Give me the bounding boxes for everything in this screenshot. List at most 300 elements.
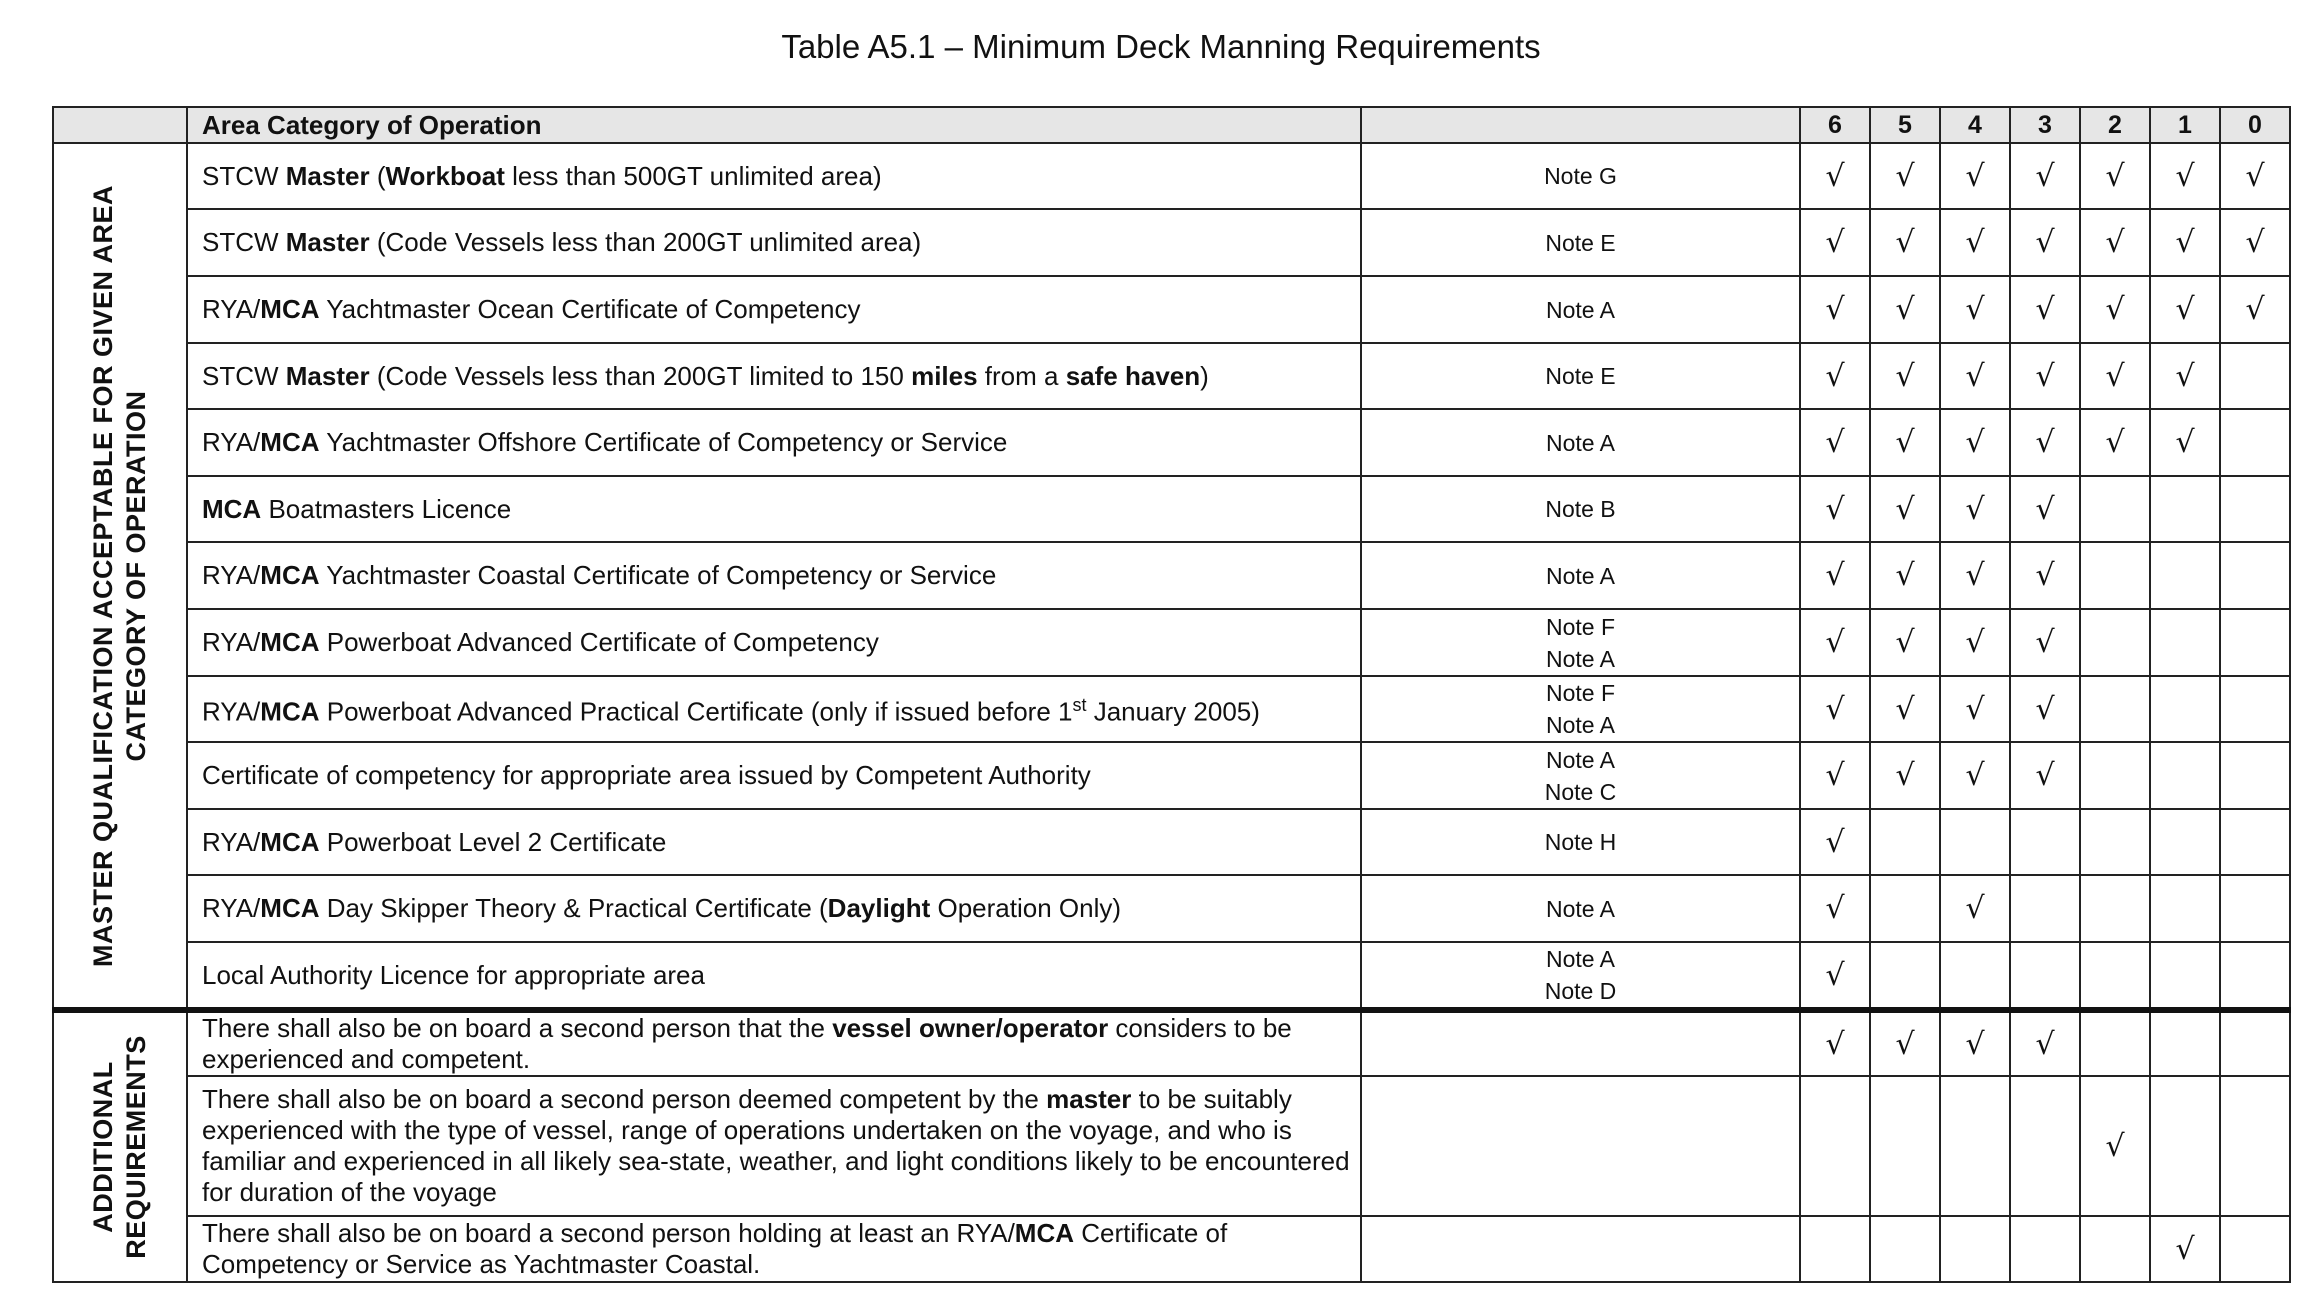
note-label: Note A — [1545, 296, 1616, 323]
check-mark-icon: √ — [1895, 625, 1915, 660]
qualification-description — [187, 409, 1361, 476]
text-span: Boatmasters Licence — [261, 493, 512, 524]
qualification-description — [187, 1010, 1361, 1076]
text-span: ( — [369, 160, 386, 191]
text-span: RYA/ — [202, 826, 261, 857]
check-mark-icon: √ — [1965, 158, 1985, 194]
notes-header — [1361, 107, 1800, 143]
bold-text: Workboat — [385, 160, 505, 191]
category-5-cell — [1870, 476, 1940, 542]
note-reference — [1361, 875, 1800, 942]
note-label: Note E — [1545, 363, 1616, 389]
category-5-cell — [1870, 742, 1940, 809]
text-span: from a — [977, 360, 1066, 391]
text-span: (Code Vessels less than 200GT limited to 150 — [369, 360, 912, 391]
note-label: Note A — [1545, 895, 1616, 922]
check-mark-icon: √ — [2245, 225, 2265, 260]
category-5-cell — [1870, 942, 1940, 1010]
bold-text: MCA — [260, 294, 320, 324]
bold-text: safe haven — [1065, 360, 1201, 391]
category-6-cell — [1800, 143, 1870, 209]
category-0-cell — [2220, 942, 2290, 1010]
note-reference — [1361, 942, 1800, 1010]
note-reference — [1361, 143, 1800, 209]
category-3-cell — [2010, 143, 2080, 209]
note-reference — [1361, 409, 1800, 476]
category-3-cell — [2010, 343, 2080, 409]
check-mark-icon: √ — [1825, 358, 1845, 394]
category-1-cell — [2150, 875, 2220, 942]
check-mark-icon: √ — [1895, 691, 1915, 727]
check-mark-icon: √ — [1965, 425, 1985, 460]
category-6-cell — [1800, 276, 1870, 343]
category-2-cell — [2080, 1216, 2150, 1282]
bold-text: MCA — [260, 826, 320, 857]
check-mark-icon: √ — [1965, 358, 1985, 394]
check-mark-icon: √ — [1965, 758, 1985, 793]
qualification-description — [187, 742, 1361, 809]
category-2-cell — [2080, 875, 2150, 942]
qualification-description — [187, 1216, 1361, 1282]
category-0-cell — [2220, 209, 2290, 276]
category-1-cell — [2150, 143, 2220, 209]
qualification-description — [187, 542, 1361, 609]
note-label: Note A — [1545, 645, 1616, 672]
table-row — [53, 1076, 2290, 1216]
table-row — [53, 676, 2290, 742]
category-3-cell — [2010, 276, 2080, 343]
check-mark-icon: √ — [1895, 358, 1915, 394]
bold-text: master — [1046, 1084, 1132, 1114]
check-mark-icon: √ — [2035, 758, 2055, 793]
category-1-cell — [2150, 942, 2220, 1010]
category-1-cell — [2150, 276, 2220, 343]
category-2-cell — [2080, 676, 2150, 742]
check-mark-icon: √ — [2175, 425, 2195, 460]
category-3-cell — [2010, 542, 2080, 609]
note-label: Note D — [1544, 978, 1617, 1004]
category-4-cell — [1940, 409, 2010, 476]
note-label: Note A — [1545, 946, 1616, 972]
area-category-header: Area Category of Operation — [187, 107, 1361, 143]
category-0-cell — [2220, 742, 2290, 809]
check-mark-icon: √ — [1825, 1026, 1845, 1062]
category-3-cell — [2010, 875, 2080, 942]
bold-text: Daylight — [827, 893, 931, 923]
check-mark-icon: √ — [2175, 292, 2195, 327]
check-mark-icon: √ — [2035, 491, 2055, 527]
bold-text: MCA — [260, 427, 320, 457]
qualification-description — [187, 1076, 1361, 1216]
category-2-cell — [2080, 809, 2150, 875]
check-mark-icon: √ — [1895, 491, 1915, 527]
text-span: RYA/ — [202, 696, 261, 727]
category-1-cell — [2150, 343, 2220, 409]
category-6-cell — [1800, 609, 1870, 676]
category-0-cell — [2220, 476, 2290, 542]
corner-cell — [53, 107, 187, 143]
bold-text: MCA — [1014, 1218, 1075, 1248]
qualification-description — [187, 676, 1361, 742]
note-label: Note A — [1545, 562, 1616, 589]
category-1-cell — [2150, 409, 2220, 476]
category-5-cell — [1870, 209, 1940, 276]
check-mark-icon: √ — [2175, 158, 2195, 194]
table-row — [53, 942, 2290, 1010]
category-1-cell — [2150, 1010, 2220, 1076]
text-span: Powerboat Advanced Practical Certificate (only if issued before 1 — [319, 696, 1073, 727]
note-reference — [1361, 542, 1800, 609]
bold-text: MCA — [260, 893, 320, 923]
check-mark-icon: √ — [1895, 225, 1915, 260]
category-2-cell — [2080, 476, 2150, 542]
check-mark-icon: √ — [1895, 425, 1915, 460]
check-mark-icon: √ — [2035, 1026, 2055, 1062]
note-label: Note F — [1545, 680, 1616, 706]
check-mark-icon: √ — [1895, 1026, 1915, 1062]
table-row — [53, 1216, 2290, 1282]
qualification-description — [187, 476, 1361, 542]
table-row — [53, 609, 2290, 676]
category-4-cell — [1940, 942, 2010, 1010]
category-3-cell — [2010, 676, 2080, 742]
check-mark-icon: √ — [2035, 292, 2055, 327]
text-span: Yachtmaster Ocean Certificate of Competency — [319, 294, 861, 324]
category-4-cell — [1940, 676, 2010, 742]
check-mark-icon: √ — [2245, 292, 2265, 327]
category-5-cell — [1870, 343, 1940, 409]
category-0-cell — [2220, 875, 2290, 942]
check-mark-icon: √ — [2035, 691, 2055, 727]
category-2-cell — [2080, 609, 2150, 676]
check-mark-icon: √ — [2105, 292, 2125, 327]
category-1-cell — [2150, 676, 2220, 742]
category-3-cell — [2010, 609, 2080, 676]
table-row — [53, 1010, 2290, 1076]
category-1-cell — [2150, 809, 2220, 875]
category-2-cell — [2080, 409, 2150, 476]
category-6-cell — [1800, 1010, 1870, 1076]
category-3-cell — [2010, 942, 2080, 1010]
bold-text: vessel owner/operator — [832, 1013, 1109, 1043]
text-span: STCW — [202, 160, 286, 191]
category-1-cell — [2150, 609, 2220, 676]
check-mark-icon: √ — [2035, 425, 2055, 460]
text-span: Local Authority Licence for appropriate area — [202, 959, 705, 990]
section-label-line: CATEGORY OF OPERATION — [121, 389, 151, 762]
category-6-cell — [1800, 1216, 1870, 1282]
bold-text: Master — [285, 360, 370, 391]
section-label-text — [87, 1035, 153, 1259]
category-4-cell — [1940, 1216, 2010, 1282]
table-row — [53, 409, 2290, 476]
check-mark-icon: √ — [1965, 691, 1985, 727]
table-row — [53, 276, 2290, 343]
category-1-cell — [2150, 542, 2220, 609]
check-mark-icon: √ — [1895, 292, 1915, 327]
category-6-cell — [1800, 809, 1870, 875]
check-mark-icon: √ — [1825, 691, 1845, 727]
category-6-cell — [1800, 875, 1870, 942]
category-0-cell — [2220, 1076, 2290, 1216]
qualification-description — [187, 276, 1361, 343]
category-1-cell — [2150, 1076, 2220, 1216]
check-mark-icon: √ — [2175, 1231, 2195, 1267]
bold-text: MCA — [260, 627, 320, 657]
check-mark-icon: √ — [1825, 891, 1845, 926]
text-span: There shall also be on board a second person that the — [202, 1013, 833, 1043]
check-mark-icon: √ — [1825, 558, 1845, 593]
category-4-cell — [1940, 343, 2010, 409]
bold-text: MCA — [202, 493, 262, 524]
table-row — [53, 542, 2290, 609]
check-mark-icon: √ — [1825, 625, 1845, 660]
note-label: Note E — [1545, 229, 1616, 256]
qualification-description — [187, 942, 1361, 1010]
text-span: Yachtmaster Coastal Certificate of Competency or Service — [319, 560, 997, 590]
check-mark-icon: √ — [1825, 225, 1845, 260]
note-reference — [1361, 476, 1800, 542]
category-2-cell — [2080, 542, 2150, 609]
category-6-cell — [1800, 1076, 1870, 1216]
category-5-cell — [1870, 1076, 1940, 1216]
check-mark-icon: √ — [1965, 292, 1985, 327]
note-reference — [1361, 343, 1800, 409]
category-3-cell — [2010, 742, 2080, 809]
check-mark-icon: √ — [2105, 1128, 2125, 1164]
bold-text: MCA — [260, 560, 320, 590]
category-6-cell — [1800, 542, 1870, 609]
text-span: Certificate of Competency or Service as Yachtmaster Coastal. — [202, 1218, 1228, 1279]
check-mark-icon: √ — [1965, 225, 1985, 260]
category-6-cell — [1800, 676, 1870, 742]
category-3-header: 3 — [2010, 107, 2080, 143]
text-span: There shall also be on board a second person deemed competent by the — [202, 1084, 1047, 1114]
text-span: Powerboat Level 2 Certificate — [319, 826, 667, 857]
check-mark-icon: √ — [1895, 758, 1915, 793]
category-5-cell — [1870, 609, 1940, 676]
section-label-line: ADDITIONAL — [88, 1061, 118, 1233]
category-5-cell — [1870, 875, 1940, 942]
category-4-cell — [1940, 1010, 2010, 1076]
master-qualification-section-label — [53, 143, 187, 1010]
note-reference — [1361, 1216, 1800, 1282]
note-label: Note G — [1544, 163, 1617, 189]
check-mark-icon: √ — [2105, 358, 2125, 394]
category-5-cell — [1870, 542, 1940, 609]
check-mark-icon: √ — [1895, 558, 1915, 593]
table-row — [53, 742, 2290, 809]
text-span: considers to be experienced and competent. — [202, 1013, 1292, 1074]
qualification-description — [187, 609, 1361, 676]
category-0-cell — [2220, 609, 2290, 676]
category-2-cell — [2080, 143, 2150, 209]
note-reference — [1361, 209, 1800, 276]
note-reference — [1361, 742, 1800, 809]
note-reference — [1361, 276, 1800, 343]
category-3-cell — [2010, 1216, 2080, 1282]
check-mark-icon: √ — [2035, 225, 2055, 260]
table-row — [53, 343, 2290, 409]
category-3-cell — [2010, 1076, 2080, 1216]
qualification-description — [187, 875, 1361, 942]
category-3-cell — [2010, 476, 2080, 542]
text-span: RYA/ — [202, 560, 261, 590]
text-span: less than 500GT unlimited area) — [504, 160, 882, 191]
category-4-cell — [1940, 476, 2010, 542]
category-5-cell — [1870, 1010, 1940, 1076]
text-span: RYA/ — [202, 427, 261, 457]
category-4-cell — [1940, 542, 2010, 609]
category-5-cell — [1870, 809, 1940, 875]
category-0-cell — [2220, 343, 2290, 409]
note-label: Note F — [1545, 613, 1616, 640]
note-reference — [1361, 1010, 1800, 1076]
bold-text: miles — [911, 360, 978, 391]
category-0-cell — [2220, 1216, 2290, 1282]
category-5-cell — [1870, 1216, 1940, 1282]
check-mark-icon: √ — [1825, 957, 1845, 993]
category-2-cell — [2080, 1010, 2150, 1076]
category-0-cell — [2220, 542, 2290, 609]
category-0-cell — [2220, 676, 2290, 742]
text-span: (Code Vessels less than 200GT unlimited area) — [369, 227, 922, 257]
text-span: RYA/ — [202, 893, 261, 923]
category-2-cell — [2080, 343, 2150, 409]
category-5-cell — [1870, 143, 1940, 209]
check-mark-icon: √ — [2105, 158, 2125, 194]
category-6-header: 6 — [1800, 107, 1870, 143]
check-mark-icon: √ — [1895, 158, 1915, 194]
category-0-cell — [2220, 409, 2290, 476]
check-mark-icon: √ — [1965, 625, 1985, 660]
category-6-cell — [1800, 343, 1870, 409]
category-4-cell — [1940, 1076, 2010, 1216]
check-mark-icon: √ — [1825, 292, 1845, 327]
table-title: Table A5.1 – Minimum Deck Manning Requirements — [781, 28, 1541, 65]
note-label: Note A — [1545, 429, 1616, 456]
check-mark-icon: √ — [2105, 225, 2125, 260]
bold-text: MCA — [260, 696, 320, 727]
category-1-cell — [2150, 209, 2220, 276]
note-reference — [1361, 676, 1800, 742]
text-span: January 2005) — [1086, 696, 1260, 727]
note-reference — [1361, 1076, 1800, 1216]
category-5-cell — [1870, 409, 1940, 476]
check-mark-icon: √ — [2035, 158, 2055, 194]
check-mark-icon: √ — [1825, 158, 1845, 194]
text-span: RYA/ — [202, 294, 261, 324]
note-label: Note A — [1545, 746, 1616, 773]
category-0-cell — [2220, 143, 2290, 209]
check-mark-icon: √ — [1825, 758, 1845, 793]
category-2-cell — [2080, 276, 2150, 343]
note-label: Note C — [1544, 778, 1617, 805]
additional-requirements-section-label — [53, 1010, 187, 1282]
text-span: Powerboat Advanced Certificate of Competency — [319, 627, 879, 657]
category-0-cell — [2220, 276, 2290, 343]
category-3-cell — [2010, 1010, 2080, 1076]
check-mark-icon: √ — [2175, 225, 2195, 260]
check-mark-icon: √ — [1825, 491, 1845, 527]
category-1-cell — [2150, 476, 2220, 542]
category-5-header: 5 — [1870, 107, 1940, 143]
category-0-cell — [2220, 809, 2290, 875]
header-row — [53, 107, 2290, 143]
text-span: Certificate of competency for appropriate area issued by Competent Authority — [202, 760, 1091, 790]
check-mark-icon: √ — [2035, 358, 2055, 394]
category-3-cell — [2010, 809, 2080, 875]
text-span: ) — [1200, 360, 1209, 391]
category-6-cell — [1800, 209, 1870, 276]
category-3-cell — [2010, 409, 2080, 476]
bold-text: Master — [285, 160, 370, 191]
category-6-cell — [1800, 942, 1870, 1010]
category-4-cell — [1940, 742, 2010, 809]
note-label: Note A — [1545, 712, 1616, 738]
bold-text: Master — [285, 227, 370, 257]
category-5-cell — [1870, 676, 1940, 742]
category-4-cell — [1940, 276, 2010, 343]
category-1-cell — [2150, 742, 2220, 809]
section-label-text — [87, 185, 153, 967]
category-6-cell — [1800, 742, 1870, 809]
category-4-header: 4 — [1940, 107, 2010, 143]
note-reference — [1361, 609, 1800, 676]
table-row — [53, 476, 2290, 542]
section-label-line: MASTER QUALIFICATION ACCEPTABLE FOR GIVEN AREA — [88, 184, 118, 967]
category-4-cell — [1940, 875, 2010, 942]
check-mark-icon: √ — [2175, 358, 2195, 394]
category-4-cell — [1940, 209, 2010, 276]
category-4-cell — [1940, 609, 2010, 676]
category-5-cell — [1870, 276, 1940, 343]
text-span: Operation Only) — [930, 893, 1121, 923]
check-mark-icon: √ — [2245, 158, 2265, 194]
qualification-description — [187, 343, 1361, 409]
table-row — [53, 809, 2290, 875]
text-span: Yachtmaster Offshore Certificate of Competency or Service — [319, 427, 1008, 457]
category-1-header: 1 — [2150, 107, 2220, 143]
check-mark-icon: √ — [1965, 1026, 1985, 1062]
table-body — [53, 143, 2290, 1282]
note-label: Note H — [1544, 829, 1617, 855]
check-mark-icon: √ — [1965, 558, 1985, 593]
section-label-line: REQUIREMENTS — [121, 1035, 151, 1259]
category-4-cell — [1940, 809, 2010, 875]
check-mark-icon: √ — [1965, 491, 1985, 527]
check-mark-icon: √ — [2035, 625, 2055, 660]
text-span: Day Skipper Theory & Practical Certificate ( — [319, 893, 828, 923]
qualification-description — [187, 209, 1361, 276]
category-2-cell — [2080, 942, 2150, 1010]
category-0-cell — [2220, 1010, 2290, 1076]
check-mark-icon: √ — [2035, 558, 2055, 593]
category-6-cell — [1800, 476, 1870, 542]
category-2-header: 2 — [2080, 107, 2150, 143]
qualification-description — [187, 809, 1361, 875]
table-row — [53, 143, 2290, 209]
category-4-cell — [1940, 143, 2010, 209]
qualification-description — [187, 143, 1361, 209]
text-span: STCW — [202, 360, 286, 391]
check-mark-icon: √ — [1825, 425, 1845, 460]
category-1-cell — [2150, 1216, 2220, 1282]
table-row — [53, 875, 2290, 942]
category-3-cell — [2010, 209, 2080, 276]
superscript-text: st — [1072, 695, 1087, 716]
category-0-header: 0 — [2220, 107, 2290, 143]
